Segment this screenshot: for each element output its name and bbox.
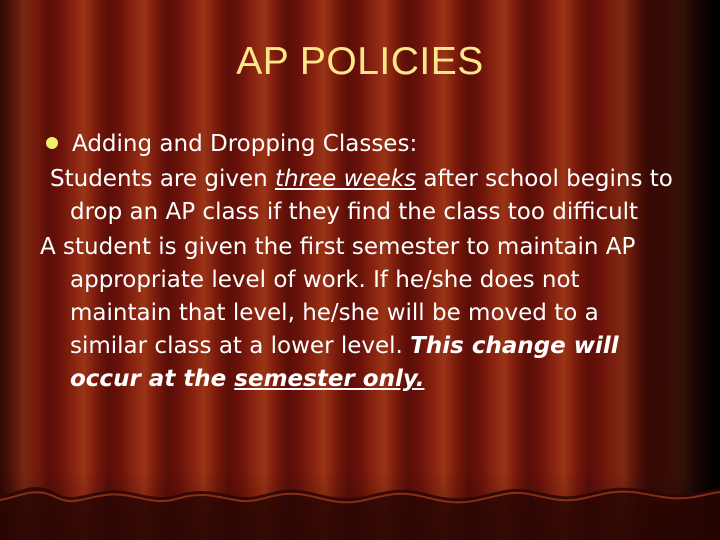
slide-title: AP POLICIES — [236, 40, 484, 83]
paragraph-semester-policy — [40, 231, 680, 396]
bullet-text: Adding and Dropping Classes: — [72, 131, 418, 157]
p2-strong: This change will occur at the — [70, 333, 619, 392]
p2-pre: A student is given the first semester to maintain AP appropriate level of work. If he/she does not maintain that level, he/she will be moved to a similar class at a lower level. — [40, 234, 636, 359]
slide-content — [40, 128, 680, 396]
paragraph-drop-policy — [40, 163, 680, 229]
p1-post: after school begins to drop an AP class if they find the class too difficult — [70, 166, 673, 225]
curtain-hem-decoration — [0, 482, 720, 540]
bullet-dot-icon — [46, 137, 58, 149]
bullet-item — [46, 128, 680, 161]
p2-strong-underlined: semester only. — [234, 366, 425, 392]
p1-pre: Students are given — [50, 166, 275, 192]
p1-emphasis: three weeks — [274, 166, 417, 192]
